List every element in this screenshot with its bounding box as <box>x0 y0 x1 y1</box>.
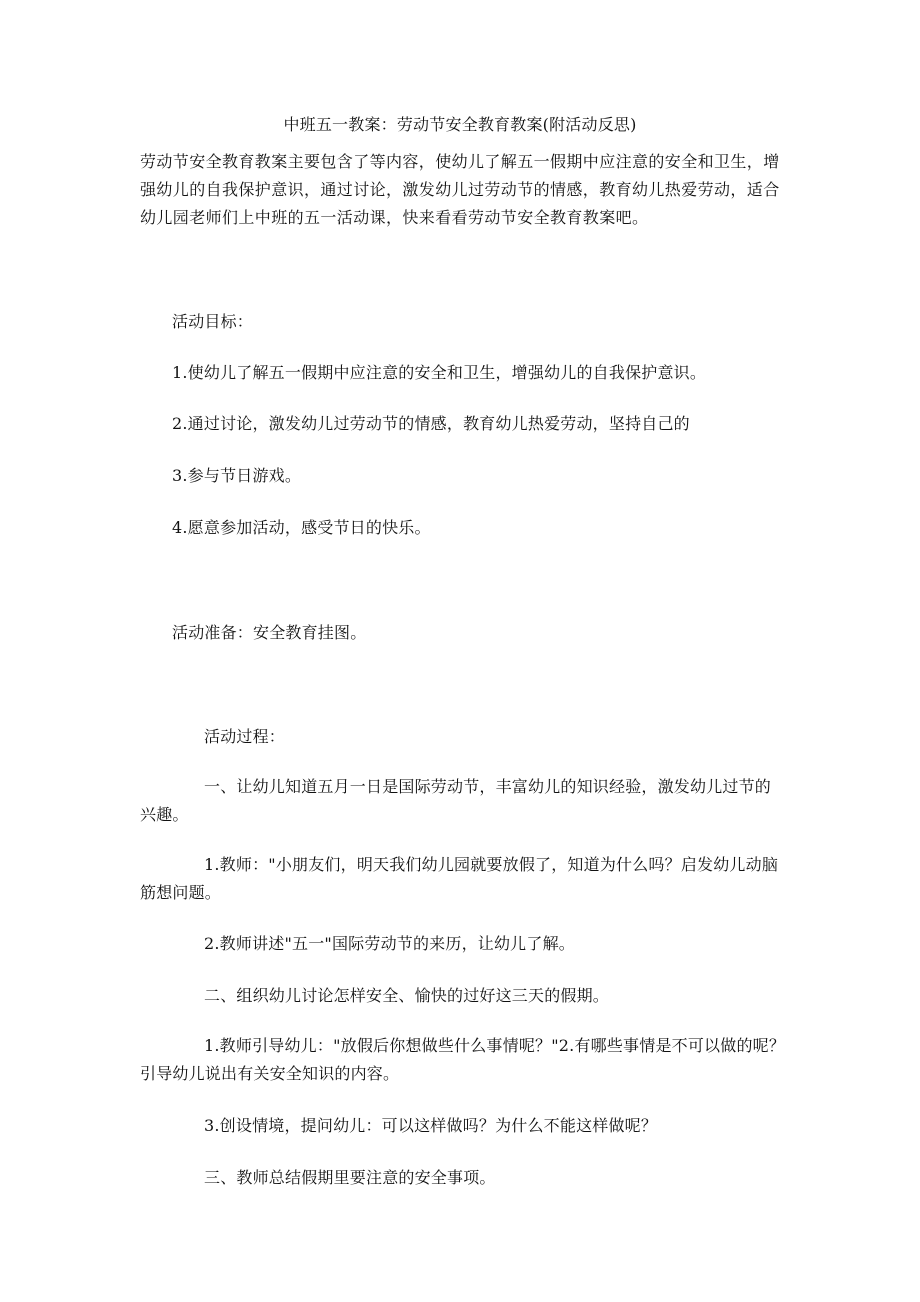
process-step-3: 三、教师总结假期里要注意的安全事项。 <box>204 1168 496 1187</box>
preparation-line: 活动准备：安全教育挂图。 <box>172 623 367 642</box>
process-step-1-2: 2.教师讲述"五一"国际劳动节的来历，让幼儿了解。 <box>204 934 575 953</box>
goal-item: 2.通过讨论，激发幼儿过劳动节的情感，教育幼儿热爱劳动，坚持自己的 <box>172 414 690 433</box>
goal-item: 3.参与节日游戏。 <box>172 466 302 485</box>
process-heading: 活动过程： <box>204 727 286 746</box>
intro-paragraph: 劳动节安全教育教案主要包含了等内容，使幼儿了解五一假期中应注意的安全和卫生，增强幼儿的自我保护意识，通过讨论，激发幼儿过劳动节的情感，教育幼儿热爱劳动，适合幼儿园老师们上中班的五一活动课，快来看看劳动节安全教育教案吧。 <box>140 152 780 227</box>
process-step-2-3: 3.创设情境，提问幼儿：可以这样做吗？为什么不能这样做呢？ <box>204 1116 658 1135</box>
process-step-2: 二、组织幼儿讨论怎样安全、愉快的过好这三天的假期。 <box>204 986 610 1005</box>
process-step-2-1: 1.教师引导幼儿："放假后你想做些什么事情呢？"2.有哪些事情是不可以做的呢？引导幼儿说出有关安全知识的内容。 <box>140 1036 786 1083</box>
goals-heading: 活动目标： <box>172 312 254 331</box>
goal-item: 4.愿意参加活动，感受节日的快乐。 <box>172 518 431 537</box>
process-step-1: 一、让幼儿知道五月一日是国际劳动节，丰富幼儿的知识经验，激发幼儿过节的兴趣。 <box>140 777 772 824</box>
process-step-1-1: 1.教师："小朋友们，明天我们幼儿园就要放假了，知道为什么吗？启发幼儿动脑筋想问题。 <box>140 855 779 902</box>
goal-item: 1.使幼儿了解五一假期中应注意的安全和卫生，增强幼儿的自我保护意识。 <box>172 363 707 382</box>
document-title: 中班五一教案：劳动节安全教育教案(附活动反思) <box>283 115 637 134</box>
